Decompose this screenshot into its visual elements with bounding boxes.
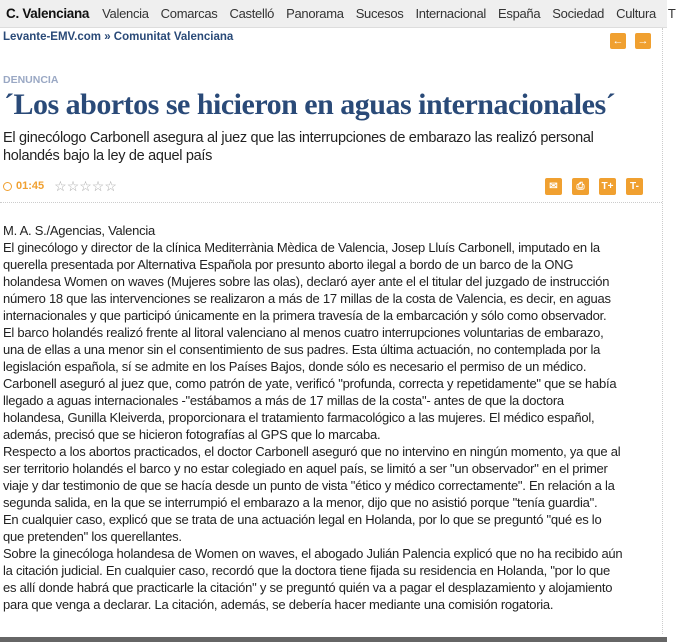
article-subtitle: El ginecólogo Carbonell asegura al juez que las interrupciones de embarazo las realizó personal holandés bajo la ley de aquel país xyxy=(3,130,594,164)
article-kicker: DENUNCIA xyxy=(3,74,59,86)
nav-item[interactable]: Valencia xyxy=(102,6,149,21)
nav-item[interactable]: Sucesos xyxy=(355,6,404,21)
body-line: para que venga a declarar. La citación, además, se debería hacer mediante una comisión rogatoria. xyxy=(3,597,554,612)
font-increase-button[interactable]: T+ xyxy=(599,178,616,195)
rating-stars[interactable]: ☆☆☆☆☆ xyxy=(54,177,117,194)
body-line: número 18 que las intervenciones se realizaron a más de 17 millas de la costa de Valencia, es decir, en aguas xyxy=(3,291,611,306)
body-line: querella presentada por Alternativa Española por presunto aborto ilegal a bordo de un barco de la ONG xyxy=(3,257,574,272)
body-line: holandesa Women on waves (Mujeres sobre las olas), declaró ayer ante el el titular del juzgado de instrucción xyxy=(3,274,610,289)
body-line: es allí donde habrá que practicarle la citación" y se preguntó quién va a pagar el desplazamiento y alojamiento xyxy=(3,580,613,595)
body-line: una de ellas a una menor sin el consentimiento de sus padres. Esta última actuación, no contemplada por la xyxy=(3,342,601,357)
body-line: Sobre la ginecóloga holandesa de Women on waves, el abogado Julián Palencia explicó que no ha recibido aún xyxy=(3,546,623,561)
print-icon[interactable]: ⎙ xyxy=(572,178,589,195)
body-line: legislación española, sí se admite en los Países Bajos, donde sólo es necesario el permiso de un médico. xyxy=(3,359,587,374)
body-line: internacionales y que participó únicamente en la primera travesía de la embarcación y sólo como observador. xyxy=(3,308,607,323)
body-line: segunda salida, en la que se interrumpió el embarazo a la menor, dijo que no asistió porque "tenía guardia". xyxy=(3,495,598,510)
body-line: El ginecólogo y director de la clínica Mediterrània Mèdica de Valencia, Josep Lluís Carbonell, imputado en la xyxy=(3,240,600,255)
article-body xyxy=(3,222,622,613)
divider xyxy=(0,202,662,203)
body-line: holandesa, Gunilla Kleiverda, proporcionara el tratamiento farmacológico a las mujeres. El médico español, xyxy=(3,410,595,425)
section-nav xyxy=(0,0,676,28)
body-line: ser territorio holandés el barco y no estar colegiado en aquel país, se limitó a ser "un observador" en el primer xyxy=(3,461,608,476)
nav-item[interactable]: Comarcas xyxy=(160,6,218,21)
body-line: que pretenden" los querellantes. xyxy=(3,529,182,544)
body-line: la citación judicial. En cualquier caso, recordó que la doctora tiene fijada su residencia en Holanda, "por lo que xyxy=(3,563,611,578)
article-title: ´Los abortos se hicieron en aguas internacionales´ xyxy=(4,88,616,121)
body-line: llegado a aguas internacionales -"estábamos a más de 17 millas de la costa"- antes de que la doctora xyxy=(3,393,564,408)
nav-item-active[interactable]: C. Valenciana xyxy=(6,6,90,21)
article-time: 01:45 xyxy=(16,180,45,192)
body-line: M. A. S./Agencias, Valencia xyxy=(3,223,155,238)
divider xyxy=(662,28,663,634)
body-line: Carbonell aseguró al juez que, como patrón de yate, verificó "profunda, correcta y repetidamente" que se había xyxy=(3,376,617,391)
nav-item[interactable]: Cultura xyxy=(616,6,656,21)
nav-item[interactable]: Sociedad xyxy=(552,6,605,21)
body-line: viaje y dar testimonio de que se hacía desde un punto de vista "ético y médico correctamente". En relación a la xyxy=(3,478,615,493)
nav-item[interactable]: Panorama xyxy=(286,6,344,21)
body-line: además, precisó que se hicieron fotografías al GPS que lo marcaba. xyxy=(3,427,381,442)
nav-item[interactable]: T xyxy=(667,6,676,21)
bottom-bar xyxy=(0,637,667,642)
article-tools xyxy=(545,178,643,195)
next-arrow-icon[interactable]: → xyxy=(635,33,651,49)
font-decrease-button[interactable]: T- xyxy=(626,178,643,195)
nav-item[interactable]: Internacional xyxy=(415,6,486,21)
breadcrumb[interactable]: Levante-EMV.com » Comunitat Valenciana xyxy=(3,31,234,43)
nav-item[interactable]: Castelló xyxy=(229,6,275,21)
body-line: Respecto a los abortos practicados, el doctor Carbonell aseguró que no intervino en ningún momento, ya que al xyxy=(3,444,621,459)
article-pager xyxy=(610,33,651,49)
email-icon[interactable]: ✉ xyxy=(545,178,562,195)
nav-item[interactable]: España xyxy=(498,6,541,21)
clock-icon xyxy=(3,182,12,191)
body-line: En cualquier caso, explicó que se trata de una actuación legal en Holanda, por lo que se preguntó "qué es lo xyxy=(3,512,602,527)
body-line: El barco holandés realizó frente al litoral valenciano al menos cuatro interrupciones voluntarias de embarazo, xyxy=(3,325,604,340)
article-meta xyxy=(3,176,657,196)
prev-arrow-icon[interactable]: ← xyxy=(610,33,626,49)
